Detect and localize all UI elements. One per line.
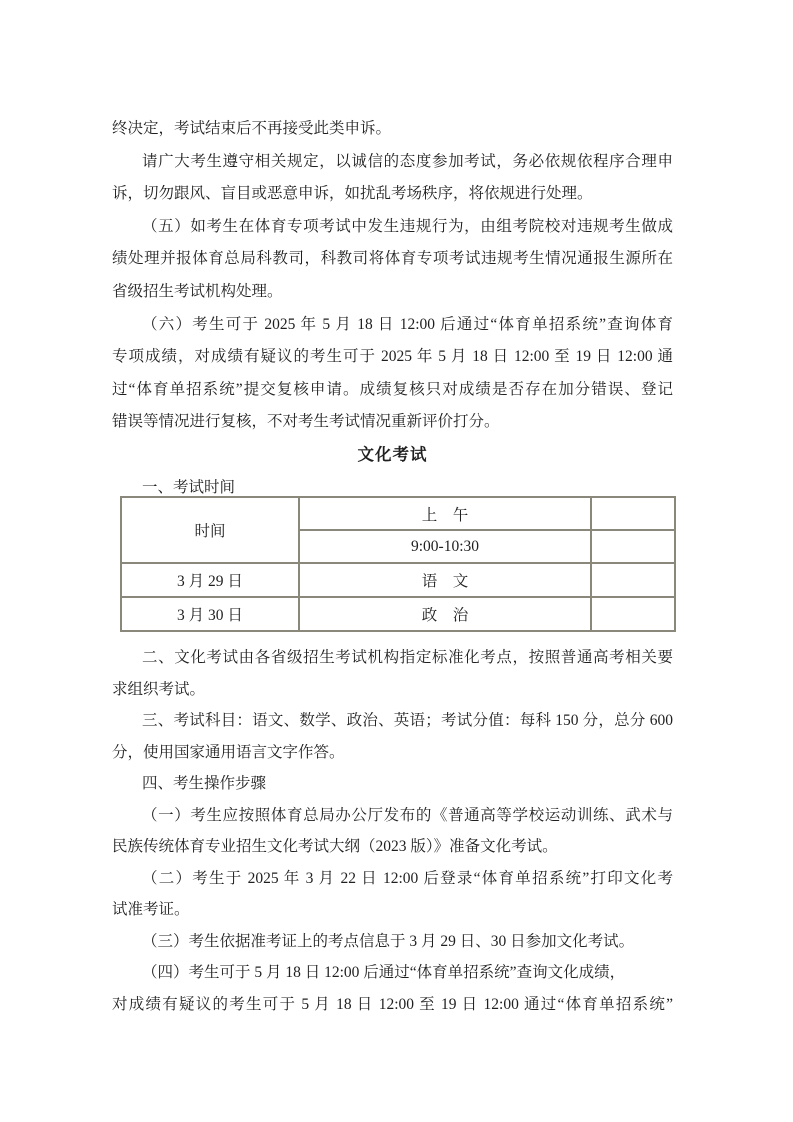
body-text-lower xyxy=(112,642,673,1020)
text-line: 民族传统体育专业招生文化考试大纲（2023 版）》准备文化考试。 xyxy=(112,838,558,855)
cell-exam-subject: 语 文 xyxy=(299,563,591,597)
text-line: 一、考试时间 xyxy=(142,478,236,496)
cell-session-label: 上 午 xyxy=(299,497,591,530)
text-line: 分，使用国家通用语言文字作答。 xyxy=(112,743,345,761)
cell-time-label: 时间 xyxy=(121,497,299,563)
text-line: （一）考生应按照体育总局办公厅发布的《普通高等学校运动训练、武术与 xyxy=(142,806,673,824)
text-line: 错误等情况进行复核，不对考生考试情况重新评价打分。 xyxy=(112,413,500,431)
text-line: 求组织考试。 xyxy=(112,680,206,698)
exam-schedule-table xyxy=(120,496,676,632)
text-line: （三）考生依据准考证上的考点信息于 3 月 29 日、30 日参加文化考试。 xyxy=(142,932,635,950)
text-line: 省级招生考试机构处理。 xyxy=(112,282,283,300)
body-text-upper xyxy=(112,113,673,504)
cell-session-time: 9:00-10:30 xyxy=(299,530,591,563)
text-line: 过“体育单招系统”提交复核申请。成绩复核只对成绩是否存在加分错误、登记 xyxy=(112,380,673,398)
cell-empty xyxy=(591,597,675,631)
text-line: 请广大考生遵守相关规定，以诚信的态度参加考试，务必依规依程序合理申 xyxy=(142,152,673,170)
cell-empty xyxy=(591,497,675,530)
cell-exam-date: 3 月 29 日 xyxy=(121,563,299,597)
text-line: 诉，切勿跟风、盲目或恶意申诉，如扰乱考场秩序，将依规进行处理。 xyxy=(112,185,593,203)
text-line: 二、文化考试由各省级招生考试机构指定标准化考点，按照普通高考相关要 xyxy=(142,649,673,666)
table-row xyxy=(121,497,675,530)
text-line: 三、考试科目：语文、数学、政治、英语；考试分值：每科 150 分，总分 600 xyxy=(142,712,673,729)
text-line: 四、考生操作步骤 xyxy=(142,775,267,792)
text-line: 终决定，考试结束后不再接受此类申诉。 xyxy=(112,120,392,137)
text-line: 绩处理并报体育总局科教司，科教司将体育专项考试违规考生情况通报生源所在 xyxy=(112,250,673,268)
text-line: （四）考生可于 5 月 18 日 12:00 后通过“体育单招系统”查询文化成绩， xyxy=(142,964,626,981)
text-line: （二）考生于 2025 年 3 月 22 日 12:00 后登录“体育单招系统”打印文化考 xyxy=(142,869,673,887)
cell-empty xyxy=(591,563,675,597)
text-line: （六）考生可于 2025 年 5 月 18 日 12:00 后通过“体育单招系统”查询体育 xyxy=(142,315,673,333)
cell-empty xyxy=(591,530,675,563)
table-row xyxy=(121,597,675,631)
text-line: （五）如考生在体育专项考试中发生违规行为，由组考院校对违规考生做成 xyxy=(142,217,673,235)
cell-exam-subject: 政 治 xyxy=(299,597,591,631)
text-line: 专项成绩，对成绩有疑议的考生可于 2025 年 5 月 18 日 12:00 至 19 日 12:00 通 xyxy=(112,348,673,366)
table-row xyxy=(121,563,675,597)
text-line: 试准考证。 xyxy=(112,901,190,918)
cell-exam-date: 3 月 30 日 xyxy=(121,597,299,631)
section-heading: 文化考试 xyxy=(357,444,428,464)
text-line: 对成绩有疑议的考生可于 5 月 18 日 12:00 至 19 日 12:00 通过“体育单招系统” xyxy=(112,995,673,1013)
